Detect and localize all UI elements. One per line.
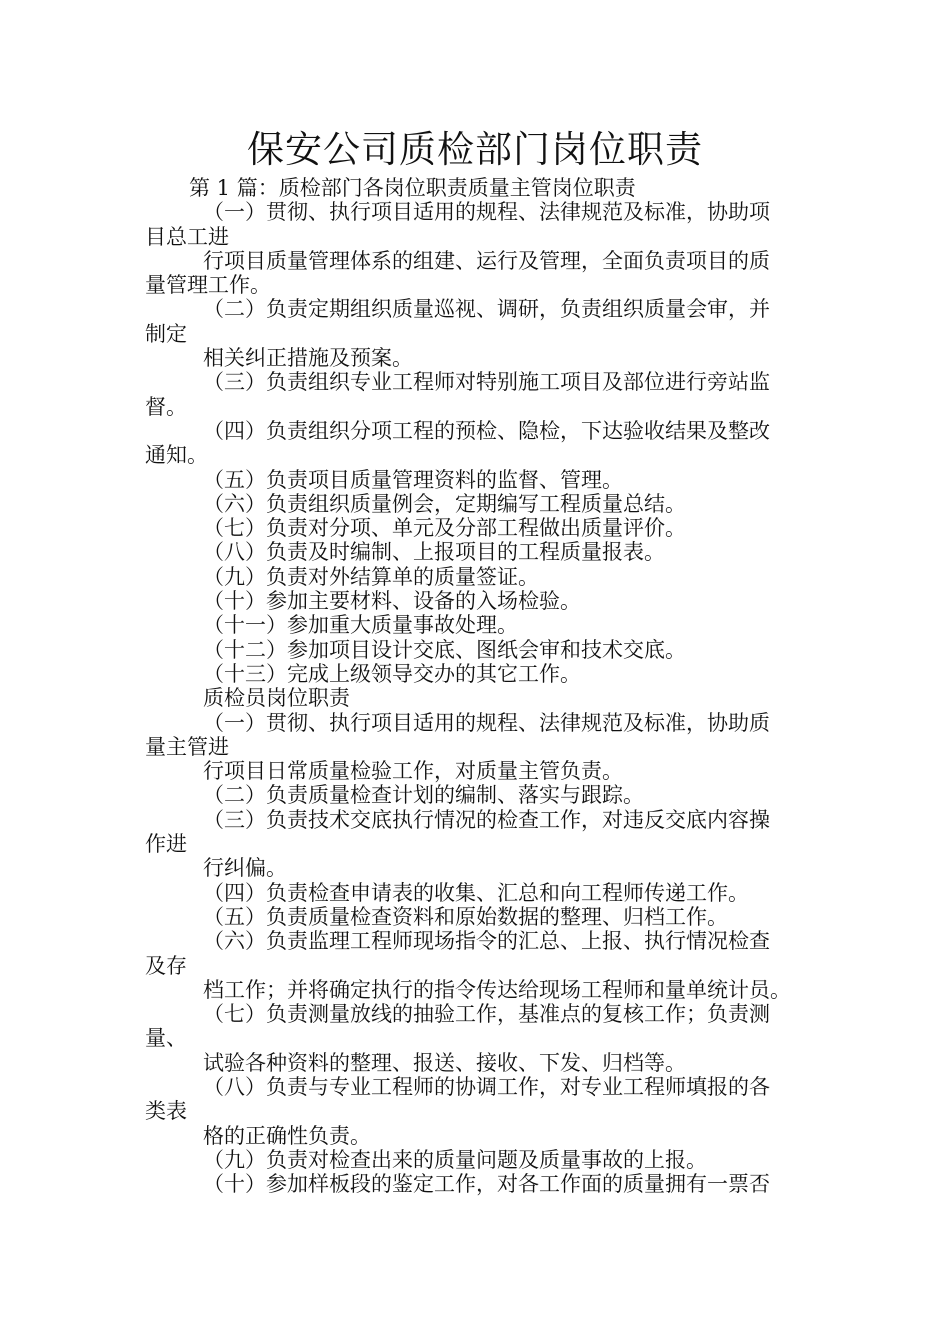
text-line: （一）贯彻、执行项目适用的规程、法律规范及标准，协助项: [203, 200, 770, 225]
text-line: 制定: [145, 321, 187, 346]
text-line: （八）负责与专业工程师的协调工作，对专业工程师填报的各: [203, 1074, 770, 1099]
text-line: 通知。: [145, 443, 208, 468]
text-line: 量管理工作。: [145, 273, 271, 298]
document-body: [145, 176, 810, 1196]
text-line: （七）负责对分项、单元及分部工程做出质量评价。: [203, 516, 686, 541]
text-line: （十三）完成上级领导交办的其它工作。: [203, 661, 581, 686]
text-line: 格的正确性负责。: [203, 1123, 371, 1148]
text-line: （十一）参加重大质量事故处理。: [203, 613, 518, 638]
text-line: 相关纠正措施及预案。: [203, 346, 413, 371]
text-line: （九）负责对外结算单的质量签证。: [203, 564, 539, 589]
text-line: （三）负责技术交底执行情况的检查工作，对违反交底内容操: [203, 807, 770, 832]
text-line: （二）负责质量检查计划的编制、落实与跟踪。: [203, 783, 644, 808]
text-line: （六）负责监理工程师现场指令的汇总、上报、执行情况检查: [203, 929, 770, 954]
text-line: 行项目日常质量检验工作，对质量主管负责。: [203, 759, 623, 784]
text-line: 档工作；并将确定执行的指令传达给现场工程师和量单统计员。: [203, 977, 791, 1002]
text-line: （八）负责及时编制、上报项目的工程质量报表。: [203, 540, 665, 565]
text-line: 试验各种资料的整理、报送、接收、下发、归档等。: [203, 1050, 686, 1075]
text-line: （四）负责检查申请表的收集、汇总和向工程师传递工作。: [203, 880, 749, 905]
text-line: 类表: [145, 1099, 187, 1124]
text-line: （六）负责组织质量例会，定期编写工程质量总结。: [203, 491, 686, 516]
text-line: 行项目质量管理体系的组建、运行及管理，全面负责项目的质: [203, 248, 770, 273]
text-line: （九）负责对检查出来的质量问题及质量事故的上报。: [203, 1147, 707, 1172]
text-line: 督。: [145, 394, 187, 419]
text-line: （七）负责测量放线的抽验工作，基准点的复核工作；负责测: [203, 1002, 770, 1027]
text-line: 量、: [145, 1026, 187, 1051]
text-line: （五）负责质量检查资料和原始数据的整理、归档工作。: [203, 904, 728, 929]
text-line: （三）负责组织专业工程师对特别施工项目及部位进行旁站监: [203, 370, 770, 395]
text-line: （十）参加样板段的鉴定工作，对各工作面的质量拥有一票否: [203, 1172, 770, 1197]
text-line: 行纠偏。: [203, 856, 287, 881]
text-line: （二）负责定期组织质量巡视、调研，负责组织质量会审，并: [203, 297, 770, 322]
text-line: 作进: [145, 832, 187, 857]
text-line: 第 1 篇：质检部门各岗位职责质量主管岗位职责: [189, 176, 636, 200]
section-heading: 质检员岗位职责: [203, 686, 350, 711]
document-title: 保安公司质检部门岗位职责: [247, 128, 703, 171]
text-line: 量主管进: [145, 734, 229, 759]
text-line: （一）贯彻、执行项目适用的规程、法律规范及标准，协助质: [203, 710, 770, 735]
text-line: 目总工进: [145, 224, 229, 249]
text-line: （五）负责项目质量管理资料的监督、管理。: [203, 467, 623, 492]
text-line: （四）负责组织分项工程的预检、隐检，下达验收结果及整改: [203, 418, 770, 443]
text-line: 及存: [145, 953, 187, 978]
text-line: （十二）参加项目设计交底、图纸会审和技术交底。: [203, 637, 686, 662]
text-line: （十）参加主要材料、设备的入场检验。: [203, 589, 581, 614]
